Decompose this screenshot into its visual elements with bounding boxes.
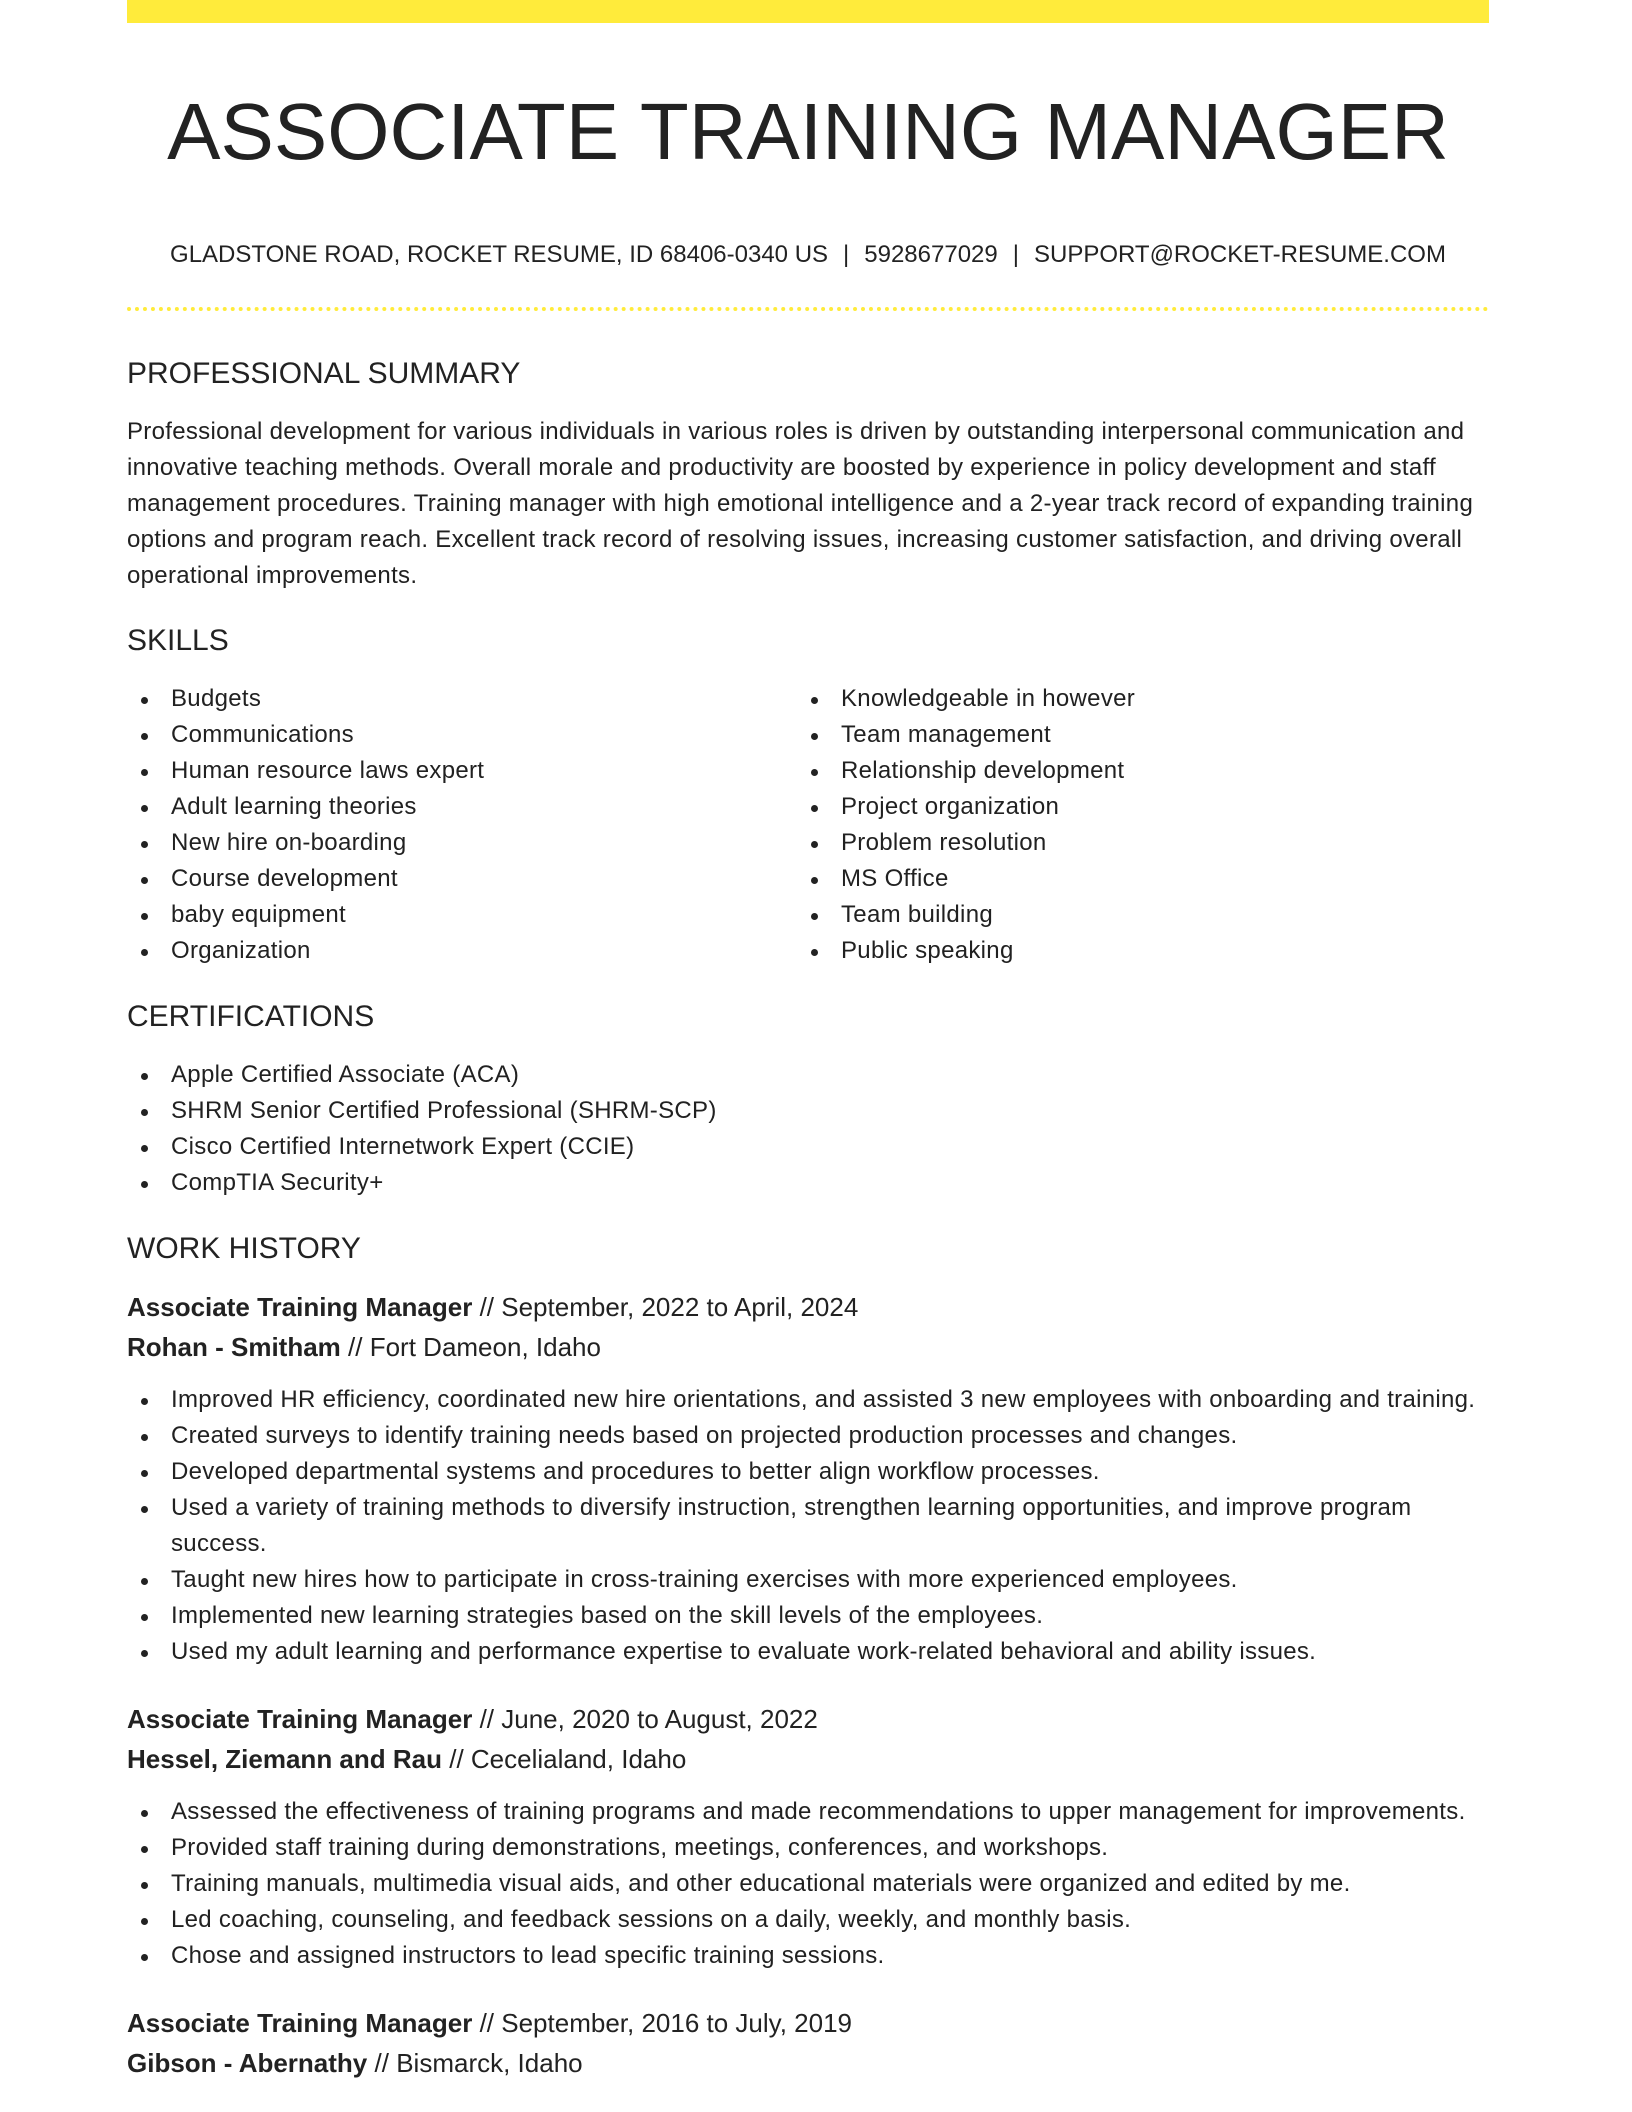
- skills-section: [127, 621, 1489, 969]
- job-separator: //: [479, 2008, 495, 2038]
- job-separator: //: [374, 2048, 389, 2078]
- job-duty-item: [171, 1562, 1503, 1598]
- bullet-icon: [141, 1181, 148, 1188]
- bullet-icon: [141, 1470, 148, 1477]
- skills-list-right: [797, 681, 1489, 969]
- job-duty-text: Led coaching, counseling, and feedback sessions on a daily, weekly, and monthly basis.: [171, 1906, 1132, 1933]
- job-duty-text: Developed departmental systems and procedures to better align workflow processes.: [171, 1458, 1100, 1485]
- job-entry: [127, 1699, 1489, 1974]
- skill-label: Adult learning theories: [171, 793, 417, 820]
- skill-label: Public speaking: [841, 937, 1014, 964]
- skill-item: [841, 825, 1489, 861]
- skill-item: [841, 861, 1489, 897]
- skills-columns: [127, 681, 1489, 969]
- skill-item: [171, 717, 797, 753]
- bullet-icon: [141, 949, 148, 956]
- contact-separator: |: [1012, 241, 1019, 268]
- job-location: Bismarck, Idaho: [396, 2048, 583, 2078]
- resume-content: [127, 0, 1489, 2083]
- skill-item: [171, 753, 797, 789]
- job-title: Associate Training Manager: [127, 1704, 473, 1734]
- bullet-icon: [141, 1073, 148, 1080]
- certification-item: [171, 1093, 1489, 1129]
- certifications-list: [127, 1057, 1489, 1201]
- job-company-line: [127, 1327, 1489, 1367]
- skill-label: Organization: [171, 937, 311, 964]
- bullet-icon: [141, 769, 148, 776]
- bullet-icon: [141, 877, 148, 884]
- contact-line: [127, 239, 1489, 271]
- certification-label: SHRM Senior Certified Professional (SHRM-SCP): [171, 1097, 717, 1124]
- job-company-line: [127, 1739, 1489, 1779]
- bullet-icon: [141, 913, 148, 920]
- resume-title: ASSOCIATE TRAINING MANAGER: [167, 87, 1449, 176]
- skill-item: [171, 681, 797, 717]
- job-duty-item: [171, 1454, 1503, 1490]
- job-duty-text: Implemented new learning strategies based on the skill levels of the employees.: [171, 1602, 1044, 1629]
- bullet-icon: [811, 877, 818, 884]
- summary-text: Professional development for various individuals in various roles is driven by outstanding interpersonal communication and innovative teaching methods. Overall morale and productivity are boosted by experience in policy development and staff management procedures. Training manager with high emotional intelligence and a 2-year track record of expanding training options and program reach. Excellent track record of resolving issues, increasing customer satisfaction, and driving overall operational improvements.: [127, 418, 1474, 589]
- section-heading-certifications: CERTIFICATIONS: [127, 1000, 375, 1033]
- skill-item: [171, 825, 797, 861]
- job-entry: [127, 1287, 1489, 1670]
- skill-item: [171, 789, 797, 825]
- job-separator: //: [449, 1744, 464, 1774]
- job-duty-text: Improved HR efficiency, coordinated new hire orientations, and assisted 3 new employees with onboarding and training.: [171, 1386, 1476, 1413]
- section-heading-work-history: WORK HISTORY: [127, 1232, 361, 1265]
- job-duty-text: Created surveys to identify training needs based on projected production processes and changes.: [171, 1422, 1238, 1449]
- section-heading-summary: PROFESSIONAL SUMMARY: [127, 357, 521, 390]
- job-title: Associate Training Manager: [127, 1292, 473, 1322]
- skill-label: Course development: [171, 865, 398, 892]
- job-duty-item: [171, 1830, 1503, 1866]
- skill-label: Communications: [171, 721, 354, 748]
- bullet-icon: [141, 1810, 148, 1817]
- job-entry: [127, 2003, 1489, 2083]
- job-location: Cecelialand, Idaho: [470, 1744, 687, 1774]
- certification-item: [171, 1129, 1489, 1165]
- certification-label: Apple Certified Associate (ACA): [171, 1061, 520, 1088]
- contact-address: GLADSTONE ROAD, ROCKET RESUME, ID 68406-0340 US: [170, 241, 829, 268]
- job-duty-item: [171, 1938, 1503, 1974]
- bullet-icon: [811, 733, 818, 740]
- bullet-icon: [141, 1954, 148, 1961]
- skill-label: Team management: [841, 721, 1051, 748]
- job-company: Gibson - Abernathy: [127, 2048, 368, 2078]
- certification-item: [171, 1165, 1489, 1201]
- job-title-line: [127, 1699, 1489, 1739]
- skill-item: [841, 753, 1489, 789]
- bullet-icon: [141, 1614, 148, 1621]
- job-duty-item: [171, 1866, 1503, 1902]
- job-duties-list: [127, 1794, 1503, 1974]
- contact-separator: |: [843, 241, 850, 268]
- bullet-icon: [141, 733, 148, 740]
- skill-label: Human resource laws expert: [171, 757, 485, 784]
- skill-label: Budgets: [171, 685, 262, 712]
- job-dates: September, 2016 to July, 2019: [501, 2008, 853, 2038]
- certification-label: Cisco Certified Internetwork Expert (CCIE): [171, 1133, 635, 1160]
- skill-item: [841, 681, 1489, 717]
- skill-item: [171, 861, 797, 897]
- job-company: Rohan - Smitham: [127, 1332, 341, 1362]
- bullet-icon: [141, 1846, 148, 1853]
- skills-list-left: [127, 681, 797, 969]
- bullet-icon: [141, 1882, 148, 1889]
- job-duty-item: [171, 1418, 1503, 1454]
- skill-item: [841, 933, 1489, 969]
- job-duty-item: [171, 1902, 1503, 1938]
- bullet-icon: [141, 1109, 148, 1116]
- skill-label: baby equipment: [171, 901, 346, 928]
- job-duty-item: [171, 1490, 1503, 1562]
- bullet-icon: [141, 1398, 148, 1405]
- job-duty-text: Training manuals, multimedia visual aids, and other educational materials were organized and edited by me.: [171, 1870, 1351, 1897]
- skill-label: Project organization: [841, 793, 1060, 820]
- skill-item: [841, 897, 1489, 933]
- bullet-icon: [141, 1650, 148, 1657]
- job-company: Hessel, Ziemann and Rau: [127, 1744, 442, 1774]
- accent-bar: [127, 0, 1489, 23]
- job-duty-text: Taught new hires how to participate in cross-training exercises with more experienced employees.: [171, 1566, 1238, 1593]
- bullet-icon: [811, 769, 818, 776]
- job-duty-text: Used my adult learning and performance expertise to evaluate work-related behavioral and ability issues.: [171, 1638, 1317, 1665]
- skill-label: New hire on-boarding: [171, 829, 407, 856]
- job-duty-text: Provided staff training during demonstrations, meetings, conferences, and workshops.: [171, 1834, 1109, 1861]
- job-title-line: [127, 2003, 1489, 2043]
- skill-label: MS Office: [841, 865, 949, 892]
- bullet-icon: [141, 697, 148, 704]
- bullet-icon: [141, 1918, 148, 1925]
- job-separator: //: [479, 1704, 495, 1734]
- job-duty-text: Chose and assigned instructors to lead specific training sessions.: [171, 1942, 885, 1969]
- certifications-section: [127, 997, 1489, 1201]
- job-duty-item: [171, 1794, 1503, 1830]
- skill-item: [171, 897, 797, 933]
- dotted-divider: [127, 307, 1489, 311]
- job-dates: September, 2022 to April, 2024: [501, 1292, 859, 1322]
- bullet-icon: [141, 1506, 148, 1513]
- skill-item: [171, 933, 797, 969]
- job-separator: //: [348, 1332, 363, 1362]
- skill-label: Problem resolution: [841, 829, 1047, 856]
- skill-item: [841, 717, 1489, 753]
- skill-label: Relationship development: [841, 757, 1125, 784]
- section-heading-skills: SKILLS: [127, 624, 229, 657]
- job-duty-item: [171, 1598, 1503, 1634]
- job-duty-text: Assessed the effectiveness of training programs and made recommendations to upper management for improvements.: [171, 1798, 1466, 1825]
- skill-item: [841, 789, 1489, 825]
- certification-item: [171, 1057, 1489, 1093]
- job-duty-item: [171, 1634, 1503, 1670]
- job-company-line: [127, 2043, 1489, 2083]
- skill-label: Team building: [841, 901, 993, 928]
- bullet-icon: [141, 805, 148, 812]
- bullet-icon: [141, 1145, 148, 1152]
- contact-email: SUPPORT@ROCKET-RESUME.COM: [1033, 241, 1446, 268]
- skill-label: Knowledgeable in however: [841, 685, 1136, 712]
- bullet-icon: [811, 805, 818, 812]
- bullet-icon: [141, 841, 148, 848]
- job-title-line: [127, 1287, 1489, 1327]
- bullet-icon: [811, 949, 818, 956]
- bullet-icon: [811, 913, 818, 920]
- professional-summary-section: [127, 354, 1489, 594]
- job-duty-item: [171, 1382, 1503, 1418]
- job-title: Associate Training Manager: [127, 2008, 473, 2038]
- job-duty-text: Used a variety of training methods to diversify instruction, strengthen learning opportunities, and improve program success.: [171, 1494, 1412, 1557]
- contact-phone: 5928677029: [864, 241, 998, 268]
- work-history-section: [127, 1229, 1489, 2083]
- job-dates: June, 2020 to August, 2022: [501, 1704, 818, 1734]
- job-location: Fort Dameon, Idaho: [369, 1332, 601, 1362]
- bullet-icon: [141, 1578, 148, 1585]
- certification-label: CompTIA Security+: [171, 1169, 384, 1196]
- job-separator: //: [479, 1292, 495, 1322]
- bullet-icon: [141, 1434, 148, 1441]
- bullet-icon: [811, 841, 818, 848]
- bullet-icon: [811, 697, 818, 704]
- job-duties-list: [127, 1382, 1503, 1670]
